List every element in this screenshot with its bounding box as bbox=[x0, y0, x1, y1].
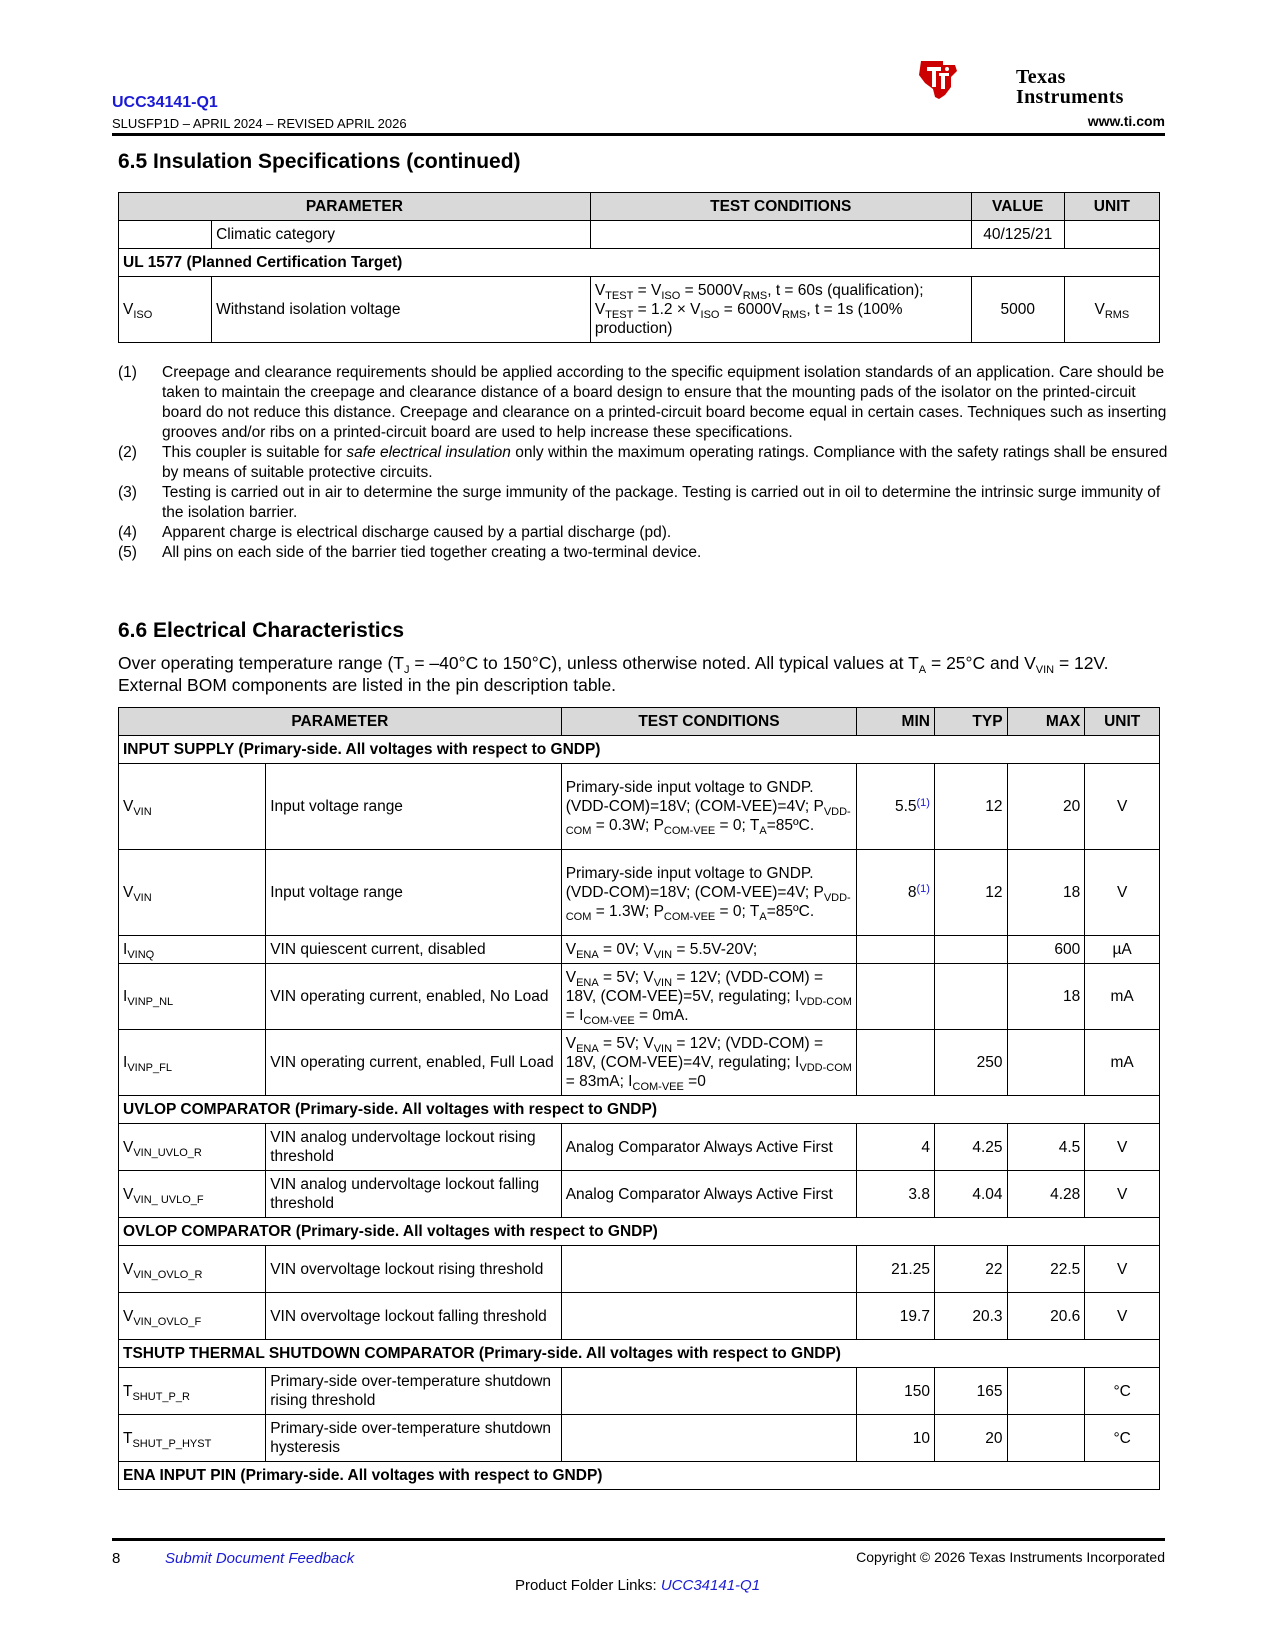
footnote: (1) Creepage and clearance requirements should be applied according to the specific equipment isolation standards of an application. Care should be taken to maintain the creepage and clearance distance of a board design to ensure that the mounting pads of the isolator on the printed-circuit board do not reduce this distance. Creepage and clearance on a printed-circuit board become equal in certain cases. Techniques such as inserting grooves and/or ribs on a printed-circuit board are used to help increase these specifications. bbox=[118, 364, 1167, 441]
typ-value: 12 bbox=[934, 764, 1007, 850]
param-name: Input voltage range bbox=[266, 850, 562, 936]
unit: V bbox=[1085, 1246, 1160, 1293]
unit: µA bbox=[1085, 936, 1160, 964]
typ-value: 22 bbox=[934, 1246, 1007, 1293]
min-value: 4 bbox=[857, 1124, 935, 1171]
min-value: 10 bbox=[857, 1415, 935, 1462]
param-symbol: $V_{VIN\_UVLO\_R}$ bbox=[119, 1124, 266, 1171]
table-row bbox=[119, 277, 1160, 343]
max-value: 20 bbox=[1007, 764, 1085, 850]
unit: mA bbox=[1085, 964, 1160, 1030]
param-name: VIN quiescent current, disabled bbox=[266, 936, 562, 964]
param-symbol: $I_{VINP\_NL}$ bbox=[119, 964, 266, 1030]
document-part-number[interactable]: UCC34141-Q1 bbox=[112, 94, 218, 111]
max-value: 18 bbox=[1007, 964, 1085, 1030]
param-name: VIN overvoltage lockout rising threshold bbox=[266, 1246, 562, 1293]
param-name: Input voltage range bbox=[266, 764, 562, 850]
unit: V bbox=[1085, 764, 1160, 850]
table-row bbox=[119, 764, 1160, 850]
typ-value: 4.04 bbox=[934, 1171, 1007, 1218]
col-header-unit: UNIT bbox=[1085, 708, 1160, 736]
col-header-parameter: PARAMETER bbox=[119, 708, 562, 736]
section-title-electrical-characteristics: 6.6 Electrical Characteristics bbox=[118, 619, 405, 642]
test-conditions: $V_{ENA} = 0V$; $V_{VIN} = 5.5V-20V$; bbox=[561, 936, 857, 964]
min-value: 150 bbox=[857, 1368, 935, 1415]
min-value: 3.8 bbox=[857, 1171, 935, 1218]
max-value: 4.28 bbox=[1007, 1171, 1085, 1218]
max-value: 4.5 bbox=[1007, 1124, 1085, 1171]
table-row bbox=[119, 964, 1160, 1030]
table-row bbox=[119, 1246, 1160, 1293]
param-symbol: $V_{VIN}$ bbox=[119, 764, 266, 850]
test-conditions: $V_{TEST} = V_{ISO} = 5000V_{RMS}$, t = 60s (qualification); $V_{TEST} = 1.2 \times V_{ISO} = 6000V_{RMS}$, t = 1s (100% production) bbox=[590, 277, 971, 343]
test-conditions: Primary-side input voltage to GNDP. (VDD-COM)=18V; (COM-VEE)=4V; $P_{VDD-COM} = 1.3W$; $P_{COM-VEE} = 0$; $T_A=85ºC$. bbox=[561, 850, 857, 936]
col-header-value: VALUE bbox=[971, 193, 1064, 221]
table-row bbox=[119, 1415, 1160, 1462]
param-symbol: $V_{ISO}$ bbox=[119, 277, 212, 343]
test-conditions: Analog Comparator Always Active First bbox=[561, 1124, 857, 1171]
typ-value: 165 bbox=[934, 1368, 1007, 1415]
max-value: 20.6 bbox=[1007, 1293, 1085, 1340]
col-header-test-conditions: TEST CONDITIONS bbox=[590, 193, 971, 221]
test-conditions: $V_{ENA} = 5V$; $V_{VIN} = 12V$; (VDD-COM) = 18V, (COM-VEE)=4V, regulating; $I_{VDD-COM} = 83mA$; $I_{COM-VEE} =0$ bbox=[561, 1030, 857, 1096]
param-symbol: $I_{VINP\_FL}$ bbox=[119, 1030, 266, 1096]
submit-feedback-link[interactable]: Submit Document Feedback bbox=[165, 1550, 355, 1567]
ti-logo-text-texas: Texas bbox=[1016, 66, 1066, 88]
group-heading: UVLOP COMPARATOR (Primary-side. All voltages with respect to GNDP) bbox=[119, 1096, 1160, 1124]
section-title-insulation-specifications: 6.5 Insulation Specifications (continued) bbox=[118, 150, 521, 173]
copyright: Copyright © 2026 Texas Instruments Incorporated bbox=[856, 1549, 1165, 1565]
header-divider bbox=[112, 133, 1165, 136]
ti-logo-text-instruments: Instruments bbox=[1016, 86, 1124, 108]
test-conditions: Analog Comparator Always Active First bbox=[561, 1171, 857, 1218]
col-header-test-conditions: TEST CONDITIONS bbox=[561, 708, 857, 736]
min-value: 5.5$^{(1)}$ bbox=[857, 764, 935, 850]
group-heading: UL 1577 (Planned Certification Target) bbox=[119, 249, 1160, 277]
param-value: 5000 bbox=[971, 277, 1064, 343]
table-row bbox=[119, 936, 1160, 964]
param-symbol: $V_{VIN\_OVLO\_F}$ bbox=[119, 1293, 266, 1340]
section-intro: Over operating temperature range ($T_J = -40^\circ C$ to 150°C), unless otherwise noted. All typical values at $T_A = 25^\circ C$ and $V_{VIN} = 12V$. External BOM components are listed in the pin description table. bbox=[118, 653, 1109, 695]
min-value: 19.7 bbox=[857, 1293, 935, 1340]
max-value: 22.5 bbox=[1007, 1246, 1085, 1293]
max-value: 600 bbox=[1007, 936, 1085, 964]
insulation-specifications-table bbox=[118, 192, 1160, 343]
footnote: (2) This coupler is suitable for safe electrical insulation only within the maximum operating ratings. Compliance with the safety ratings shall be ensured by means of suitable protective circuits. bbox=[118, 444, 1168, 481]
table-row bbox=[119, 1368, 1160, 1415]
param-name: VIN operating current, enabled, No Load bbox=[266, 964, 562, 1030]
footer-divider bbox=[112, 1538, 1165, 1541]
unit: °C bbox=[1085, 1368, 1160, 1415]
param-name: Withstand isolation voltage bbox=[212, 277, 591, 343]
param-symbol: $T_{SHUT\_P\_HYST}$ bbox=[119, 1415, 266, 1462]
param-symbol: $V_{VIN\_OVLO\_R}$ bbox=[119, 1246, 266, 1293]
product-folder-link[interactable]: UCC34141-Q1 bbox=[660, 1577, 761, 1594]
group-heading: TSHUTP THERMAL SHUTDOWN COMPARATOR (Primary-side. All voltages with respect to GNDP) bbox=[119, 1340, 1160, 1368]
typ-value: 250 bbox=[934, 1030, 1007, 1096]
param-name: VIN analog undervoltage lockout falling threshold bbox=[266, 1171, 562, 1218]
website-link[interactable]: www.ti.com bbox=[1087, 113, 1165, 129]
min-value: 21.25 bbox=[857, 1246, 935, 1293]
param-symbol: $T_{SHUT\_P\_R}$ bbox=[119, 1368, 266, 1415]
table-row bbox=[119, 1171, 1160, 1218]
footnote: (4) Apparent charge is electrical discharge caused by a partial discharge (pd). bbox=[118, 524, 672, 541]
electrical-characteristics-table bbox=[118, 707, 1160, 1490]
param-unit: $V_{RMS}$ bbox=[1064, 277, 1159, 343]
table-row bbox=[119, 1124, 1160, 1171]
typ-value: 20.3 bbox=[934, 1293, 1007, 1340]
col-header-typ: TYP bbox=[934, 708, 1007, 736]
test-conditions: $V_{ENA} = 5V$; $V_{VIN} = 12V$; (VDD-COM) = 18V, (COM-VEE)=5V, regulating; $I_{VDD-COM} = I_{COM-VEE} = 0mA$. bbox=[561, 964, 857, 1030]
table-row bbox=[119, 1293, 1160, 1340]
footnote: (3) Testing is carried out in air to determine the surge immunity of the package. Testing is carried out in oil to determine the intrinsic surge immunity of the isolation barrier. bbox=[118, 484, 1161, 521]
unit: °C bbox=[1085, 1415, 1160, 1462]
typ-value: 20 bbox=[934, 1415, 1007, 1462]
group-heading: OVLOP COMPARATOR (Primary-side. All voltages with respect to GNDP) bbox=[119, 1218, 1160, 1246]
unit: V bbox=[1085, 850, 1160, 936]
max-value: 18 bbox=[1007, 850, 1085, 936]
col-header-max: MAX bbox=[1007, 708, 1085, 736]
param-symbol: $I_{VINQ}$ bbox=[119, 936, 266, 964]
unit: V bbox=[1085, 1171, 1160, 1218]
param-name: Primary-side over-temperature shutdown rising threshold bbox=[266, 1368, 562, 1415]
param-name: Primary-side over-temperature shutdown hysteresis bbox=[266, 1415, 562, 1462]
param-name: VIN operating current, enabled, Full Load bbox=[266, 1030, 562, 1096]
param-value: 40/125/21 bbox=[971, 221, 1064, 249]
col-header-unit: UNIT bbox=[1064, 193, 1159, 221]
typ-value: 4.25 bbox=[934, 1124, 1007, 1171]
footnote-link[interactable]: (1) bbox=[916, 883, 930, 895]
param-symbol: $V_{VIN}$ bbox=[119, 850, 266, 936]
unit: mA bbox=[1085, 1030, 1160, 1096]
test-conditions: Primary-side input voltage to GNDP. (VDD-COM)=18V; (COM-VEE)=4V; $P_{VDD-COM} = 0.3W$; $P_{COM-VEE} = 0$; $T_A=85ºC$. bbox=[561, 764, 857, 850]
typ-value: 12 bbox=[934, 850, 1007, 936]
table-row bbox=[119, 850, 1160, 936]
literature-number: SLUSFP1D – APRIL 2024 – REVISED APRIL 2026 bbox=[112, 116, 407, 131]
unit: V bbox=[1085, 1293, 1160, 1340]
min-value: 8$^{(1)}$ bbox=[857, 850, 935, 936]
col-header-min: MIN bbox=[857, 708, 935, 736]
unit: V bbox=[1085, 1124, 1160, 1171]
group-heading: ENA INPUT PIN (Primary-side. All voltages with respect to GNDP) bbox=[119, 1462, 1160, 1490]
product-folder-links: Product Folder Links: UCC34141-Q1 bbox=[514, 1577, 761, 1594]
param-name: VIN analog undervoltage lockout rising threshold bbox=[266, 1124, 562, 1171]
page-number: 8 bbox=[112, 1550, 121, 1567]
footnote-link[interactable]: (1) bbox=[916, 797, 930, 809]
table-footnotes bbox=[118, 363, 1168, 563]
table-row bbox=[119, 1030, 1160, 1096]
param-symbol: $V_{VIN\_ UVLO\_F}$ bbox=[119, 1171, 266, 1218]
ti-logo-icon bbox=[915, 57, 961, 101]
group-heading: INPUT SUPPLY (Primary-side. All voltages with respect to GNDP) bbox=[119, 736, 1160, 764]
param-name: Climatic category bbox=[212, 221, 591, 249]
footnote: (5) All pins on each side of the barrier tied together creating a two-terminal device. bbox=[118, 544, 702, 561]
table-row bbox=[119, 221, 1160, 249]
col-header-parameter: PARAMETER bbox=[119, 193, 591, 221]
param-name: VIN overvoltage lockout falling threshold bbox=[266, 1293, 562, 1340]
